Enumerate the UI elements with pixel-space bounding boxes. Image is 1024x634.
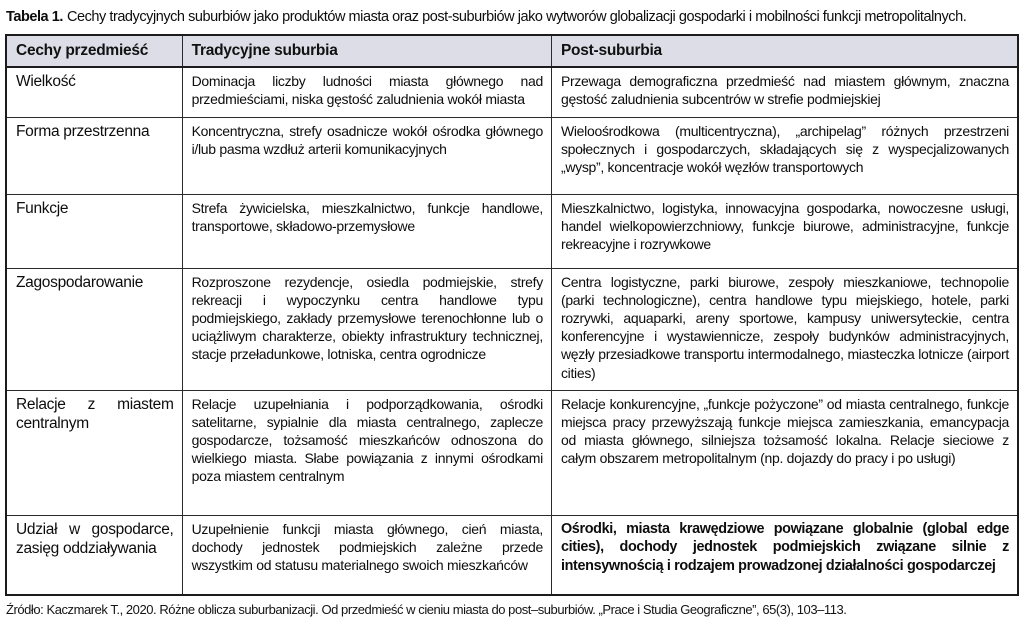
feature-cell: Forma przestrzenna — [6, 117, 182, 194]
comparison-table — [5, 34, 1019, 596]
table-caption-text: Cechy tradycyjnych suburbiów jako produktów miasta oraz post-suburbiów jako wytworów globalizacji gospodarki i mobilności funkcji metropolitalnych. — [66, 9, 967, 25]
traditional-cell: Relacje uzupełniania i podporządkowania, ośrodki satelitarne, sypialnie dla miasta centralnego, zaplecze gospodarcze, tożsamość mieszkańców odnoszona do wielkiego miasta. Słabe powiązania z innymi ośrodkami poza miastem centralnym — [182, 390, 551, 515]
feature-cell: Funkcje — [6, 194, 182, 268]
post-cell: Mieszkalnictwo, logistyka, innowacyjna gospodarka, nowoczesne usługi, handel wielkopowierzchniowy, funkcje biurowe, administracyjne, funkcje rekreacyjne i rozrywkowe — [551, 194, 1018, 268]
table-row — [6, 194, 1018, 268]
traditional-cell: Uzupełnienie funkcji miasta głównego, cień miasta, dochody jednostek podmiejskich zależne przede wszystkim od statusu materialnego swoich mieszkańców — [182, 515, 551, 595]
post-cell: Przewaga demograficzna przedmieść nad miastem głównym, znaczna gęstość zaludnienia subcentrów w strefie podmiejskiej — [551, 67, 1018, 117]
traditional-cell: Rozproszone rezydencje, osiedla podmiejskie, strefy rekreacji i wypoczynku centra handlowe typu podmiejskiego, zakłady przemysłowe terenochłonne lub o uciążliwym charakterze, obiekty infrastruktury technicznej, stacje przeładunkowe, lotniska, centra ogrodnicze — [182, 268, 551, 390]
table-row — [6, 390, 1018, 515]
feature-cell: Udział w gospodarce, zasięg oddziaływania — [6, 515, 182, 595]
post-cell: Relacje konkurencyjne, „funkcje pożyczone” od miasta centralnego, funkcje miejsca pracy przewyższają funkcje miejsca zamieszkania, emancypacja od miasta głównego, silniejsza tożsamość lokalna. Relacje sieciowe z całym obszarem metropolitalnym (np. dojazdy do pracy i po usługi) — [551, 390, 1018, 515]
traditional-cell: Dominacja liczby ludności miasta głównego nad przedmieściami, niska gęstość zaludnienia wokół miasta — [182, 67, 551, 117]
table-row — [6, 515, 1018, 595]
post-cell: Wieloośrodkowa (multicentryczna), „archipelag” różnych przestrzeni społecznych i gospodarczych, składających się z wyspecjalizowanych „wysp”, koncentracje wokół węzłów transportowych — [551, 117, 1018, 194]
feature-cell: Zagospodarowanie — [6, 268, 182, 390]
header-cell-features: Cechy przedmieść — [6, 35, 182, 67]
header-row — [6, 35, 1018, 67]
post-cell: Centra logistyczne, parki biurowe, zespoły mieszkaniowe, technopolie (parki technologiczne), centra handlowe typu miejskiego, hotele, parki rozrywki, aquaparki, areny sportowe, kampusy uniwersyteckie, centra konferencyjne i wystawiennicze, zespoły budynków administracyjnych, węzły przesiadkowe transportu intermodalnego, miasteczka lotnicze (airport cities) — [551, 268, 1018, 390]
table-row — [6, 67, 1018, 117]
feature-cell: Relacje z miastem centralnym — [6, 390, 182, 515]
table-row — [6, 268, 1018, 390]
table-caption — [6, 8, 1019, 26]
feature-cell: Wielkość — [6, 67, 182, 117]
traditional-cell: Strefa żywicielska, mieszkalnictwo, funkcje handlowe, transportowe, składowo-przemysłowe — [182, 194, 551, 268]
traditional-cell: Koncentryczna, strefy osadnicze wokół ośrodka głównego i/lub pasma wzdłuż arterii komunikacyjnych — [182, 117, 551, 194]
table-row — [6, 117, 1018, 194]
post-cell-bold: Ośrodki, miasta krawędziowe powiązane globalnie (global edge cities), dochody jednostek podmiejskich związane silnie z intensywnością i rodzajem prowadzonej działalności gospodarczej — [551, 515, 1018, 595]
source-citation: Źródło: Kaczmarek T., 2020. Różne oblicza suburbanizacji. Od przedmieść w cieniu miasta do post–suburbiów. „Prace i Studia Geograficzne”, 65(3), 103–113. — [6, 602, 847, 618]
table-caption-label: Tabela 1. — [6, 9, 63, 25]
header-cell-post: Post-suburbia — [551, 35, 1018, 67]
header-cell-traditional: Tradycyjne suburbia — [182, 35, 551, 67]
